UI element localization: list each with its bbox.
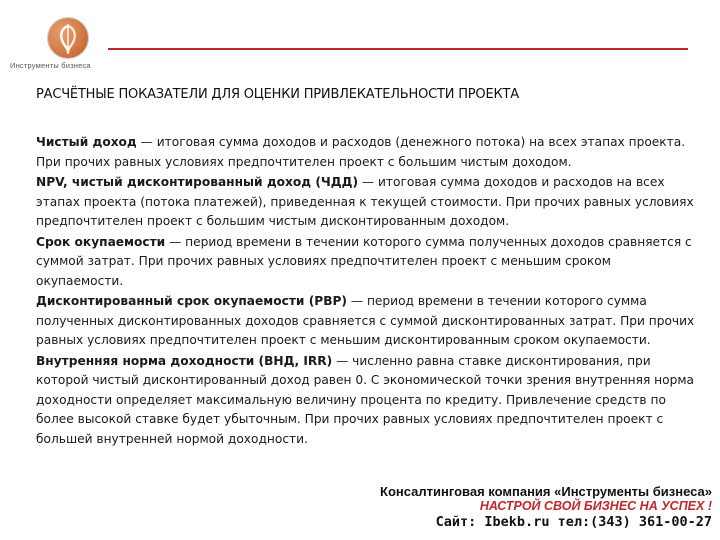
page-title: РАСЧЁТНЫЕ ПОКАЗАТЕЛИ ДЛЯ ОЦЕНКИ ПРИВЛЕКАТЕЛЬНОСТИ ПРОЕКТА bbox=[36, 87, 519, 102]
definition-payback-period bbox=[36, 233, 696, 292]
footer-company: Консалтинговая компания «Инструменты бизнеса» bbox=[380, 484, 712, 499]
header-divider bbox=[108, 48, 688, 50]
definition-irr bbox=[36, 352, 696, 450]
definition-npv bbox=[36, 173, 696, 232]
logo-glyph-icon bbox=[48, 18, 88, 58]
definition-net-income bbox=[36, 133, 696, 172]
logo-text: Инструменты бизнеса bbox=[10, 61, 91, 70]
definition-text: — итоговая сумма доходов и расходов на всех этапах проекта (потока платежей), приведенная к текущей стоимости. При прочих равных условиях предпочтителен проект с большим чистым дисконтированным доходом. bbox=[36, 175, 694, 228]
definition-discounted-payback bbox=[36, 292, 696, 351]
company-logo bbox=[10, 18, 120, 72]
footer-contacts: Сайт: Ibekb.ru тел:(343) 361-00-27 bbox=[435, 514, 712, 530]
definitions-list bbox=[36, 133, 696, 450]
term-label: Дисконтированный срок окупаемости (PBP) bbox=[36, 294, 348, 308]
term-label: Внутренняя норма доходности (ВНД, IRR) bbox=[36, 353, 333, 368]
logo-emblem-icon bbox=[48, 18, 88, 58]
term-label: Срок окупаемости bbox=[36, 234, 166, 249]
term-label: Чистый доход bbox=[36, 135, 137, 149]
definition-text: — итоговая сумма доходов и расходов (денежного потока) на всех этапах проекта. При прочих равных условиях предпочтителен проект с большим чистым доходом. bbox=[36, 135, 686, 169]
definition-text: — период времени в течении которого сумма полученных дисконтированных доходов сравняется с суммой дисконтированных затрат. При прочих равных условиях предпочтителен проект с меньшим дисконтированным сроком окупаемости. bbox=[36, 294, 695, 347]
definition-text: — численно равна ставке дисконтирования, при которой чистый дисконтированный доход равен 0. С экономической точки зрения внутренняя норма доходности определяет максимальную величину процента по кредиту. Привлечение средств по более высокой ставке будет убыточным. При прочих равных условиях предпочтителен проект с большей внутренней нормой доходности. bbox=[36, 353, 694, 446]
term-label: NPV, чистый дисконтированный доход (ЧДД) bbox=[36, 175, 359, 189]
definition-text: — период времени в течении которого сумма полученных доходов сравняется с суммой затрат. При прочих равных условиях предпочтителен проект с меньшим сроком окупаемости. bbox=[36, 234, 692, 288]
footer-slogan: НАСТРОЙ СВОЙ БИЗНЕС НА УСПЕХ ! bbox=[479, 499, 712, 513]
